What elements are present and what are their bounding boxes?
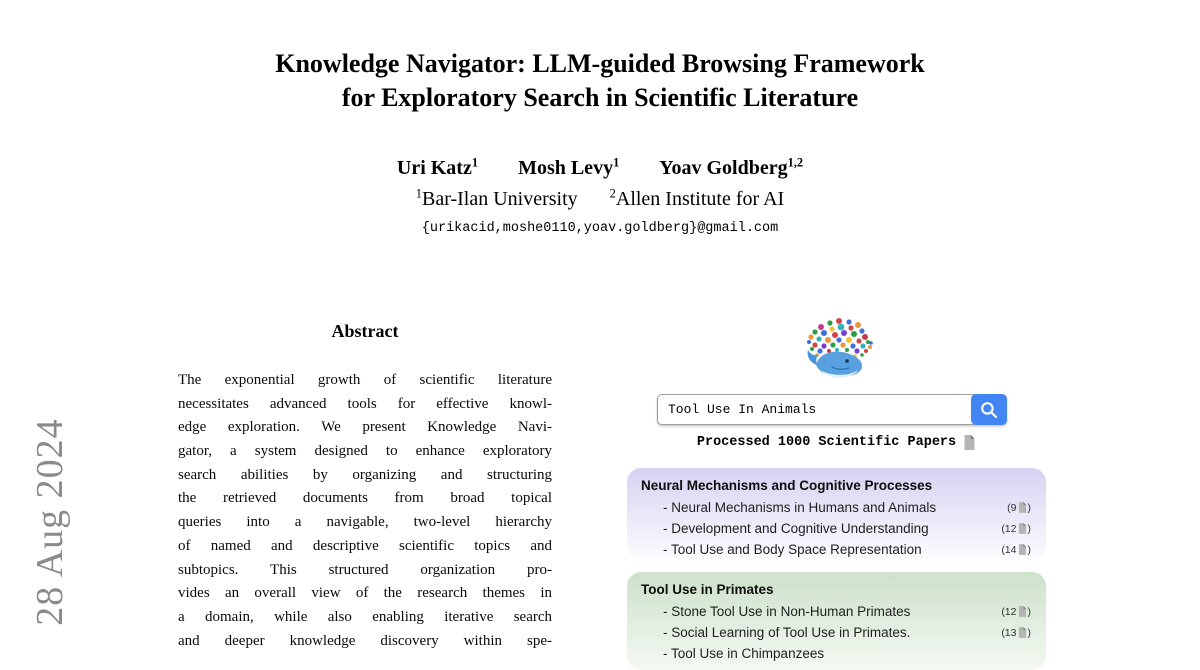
abstract-line: of named and descriptive scientific topics and — [178, 537, 552, 554]
author-name: Mosh Levy$^1$ — [518, 155, 620, 179]
abstract-line: queries into a navigable, two-level hierarchy — [178, 514, 552, 531]
topic-card-neural-mechanisms — [627, 468, 1046, 559]
author-name: Uri Katz$^1$ — [396, 155, 479, 179]
processed-label: Processed 1000 Scientific Papers — [696, 435, 957, 450]
document-icon — [963, 435, 976, 450]
subtopic-label[interactable]: - Development and Cognitive Understanding — [663, 521, 929, 536]
topic-subtopic-row[interactable] — [663, 643, 1034, 664]
affiliation-list — [0, 186, 1200, 211]
affiliation: $^2$Allen Institute for AI — [609, 186, 785, 210]
contact-email: {urikacid,moshe0110,yoav.goldberg}@gmail.com — [421, 221, 779, 236]
knowledge-navigator-logo — [796, 314, 882, 380]
processed-status — [627, 435, 1046, 450]
paper-count: (13 ) — [1001, 626, 1031, 639]
abstract-text — [178, 369, 552, 653]
abstract-line: edge exploration. We present Knowledge Navi- — [178, 419, 552, 436]
subtopic-label[interactable]: - Neural Mechanisms in Humans and Animals — [663, 500, 936, 515]
topic-title: Neural Mechanisms and Cognitive Processes — [641, 478, 933, 493]
abstract-line: and deeper knowledge discovery within spe- — [178, 632, 552, 649]
paper-count: (14 ) — [1001, 543, 1031, 556]
affiliation: $^1$Bar-Ilan University — [415, 186, 578, 210]
subtopic-label[interactable]: - Stone Tool Use in Non-Human Primates — [663, 604, 910, 619]
paper-count-icon — [1018, 627, 1027, 638]
paper-count-icon — [1018, 544, 1027, 555]
topic-subtopic-row[interactable] — [663, 539, 1034, 560]
arxiv-date-watermark: 28 Aug 2024 — [29, 418, 71, 626]
paper-title-line2: for Exploratory Search in Scientific Literature — [341, 83, 859, 112]
paper-count-icon — [1018, 502, 1027, 513]
abstract-line: vides an overall view of the research themes in — [178, 585, 552, 602]
paper-title-line1: Knowledge Navigator: LLM-guided Browsing Framework — [275, 49, 925, 78]
topic-card-tool-use-primates — [627, 572, 1046, 670]
paper-count: (9 ) — [1007, 501, 1031, 514]
abstract-line: search abilities by organizing and structuring — [178, 466, 552, 483]
abstract-line: the retrieved documents from broad topical — [178, 490, 552, 507]
paper-count-icon — [1018, 606, 1027, 617]
search-bar — [657, 394, 1007, 425]
topic-subtopic-row[interactable] — [663, 601, 1034, 622]
search-button[interactable] — [971, 394, 1007, 425]
author-name: Yoav Goldberg$^{1,2}$ — [659, 155, 804, 179]
topic-subtopic-row[interactable] — [663, 622, 1034, 643]
subtopic-label[interactable]: - Tool Use and Body Space Representation — [663, 542, 922, 557]
abstract-line: subtopics. This structured organization pro- — [178, 561, 552, 578]
topic-item-list — [663, 497, 1034, 560]
page-title — [0, 47, 1200, 115]
topic-subtopic-row[interactable] — [663, 497, 1034, 518]
search-icon — [979, 400, 999, 420]
topic-item-list — [663, 601, 1034, 664]
subtopic-label[interactable]: - Tool Use in Chimpanzees — [663, 646, 824, 661]
abstract-line: a domain, while also enabling iterative search — [178, 608, 552, 625]
search-input[interactable] — [657, 394, 1007, 425]
topic-subtopic-row[interactable] — [663, 518, 1034, 539]
topic-title: Tool Use in Primates — [641, 582, 774, 597]
abstract-line: gator, a system designed to enhance exploratory — [178, 443, 552, 460]
abstract-line: necessitates advanced tools for effective knowl- — [178, 395, 552, 412]
paper-count: (12 ) — [1001, 522, 1031, 535]
paper-count: (12 ) — [1001, 605, 1031, 618]
abstract-line: The exponential growth of scientific literature — [178, 372, 552, 388]
author-list — [0, 155, 1200, 180]
paper-count-icon — [1018, 523, 1027, 534]
abstract-heading: Abstract — [331, 321, 399, 341]
subtopic-label[interactable]: - Social Learning of Tool Use in Primates. — [663, 625, 910, 640]
